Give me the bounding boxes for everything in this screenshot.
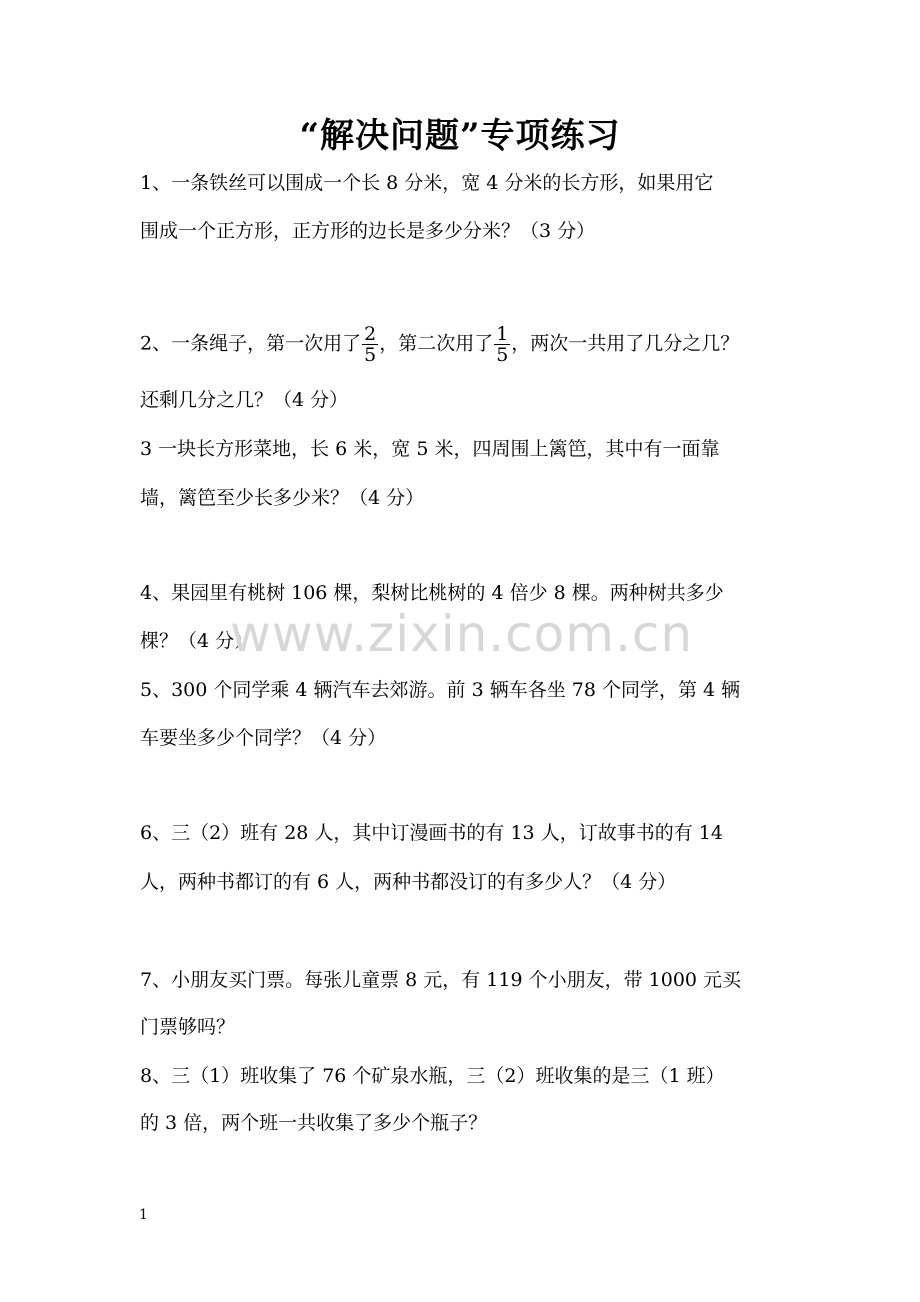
question-1-line-2: 围成一个正方形，正方形的边长是多少分米？（3 分）: [140, 220, 596, 242]
question-2-line-1: [140, 324, 800, 365]
question-3-line-1: 3 一块长方形菜地，长 6 米，宽 5 米，四周围上篱笆，其中有一面靠: [140, 438, 720, 460]
question-4-line-2: 棵？（4 分）: [140, 630, 254, 652]
fraction-1-numerator: 2: [364, 323, 377, 345]
question-3-line-2: 墙，篱笆至少长多少米？（4 分）: [140, 487, 425, 509]
question-7-line-1: 7、小朋友买门票。每张儿童票 8 元，有 119 个小朋友，带 1000 元买: [140, 969, 742, 991]
question-7-line-2: 门票够吗？: [140, 1016, 236, 1038]
question-2-text-1: 2、一条绳子，第一次用了: [140, 332, 362, 355]
question-6-line-2: 人，两种书都订的有 6 人，两种书都没订的有多少人？（4 分）: [140, 871, 677, 893]
question-8-line-2: 的 3 倍，两个班一共收集了多少个瓶子？: [140, 1112, 488, 1134]
question-4-line-1: 4、果园里有桃树 106 棵，梨树比桃树的 4 倍少 8 棵。两种树共多少: [140, 582, 724, 604]
question-2-text-2: ，第二次用了: [379, 332, 494, 355]
fraction-one-fifth: [494, 324, 510, 365]
fraction-two-fifths: [362, 324, 378, 365]
question-5-line-2: 车要坐多少个同学？（4 分）: [140, 727, 387, 749]
question-6-line-1: 6、三（2）班有 28 人，其中订漫画书的有 13 人，订故事书的有 14: [140, 822, 723, 844]
page-number: 1: [139, 1207, 148, 1223]
question-1-line-1: 1、一条铁丝可以围成一个长 8 分米，宽 4 分米的长方形，如果用它: [140, 172, 714, 194]
fraction-2-numerator: 1: [496, 323, 509, 345]
question-5-line-1: 5、300 个同学乘 4 辆汽车去郊游。前 3 辆车各坐 78 个同学，第 4 辆: [140, 679, 741, 701]
watermark: www.zixin.com.cn: [230, 605, 694, 663]
page-title: “解决问题”专项练习: [299, 116, 621, 156]
question-8-line-1: 8、三（1）班收集了 76 个矿泉水瓶，三（2）班收集的是三（1 班）: [140, 1065, 725, 1087]
question-2-text-3: ，两次一共用了几分之几？: [511, 332, 740, 355]
question-2-line-2: 还剩几分之几？（4 分）: [140, 389, 349, 411]
fraction-1-denominator: 5: [364, 344, 377, 366]
fraction-2-denominator: 5: [496, 344, 509, 366]
